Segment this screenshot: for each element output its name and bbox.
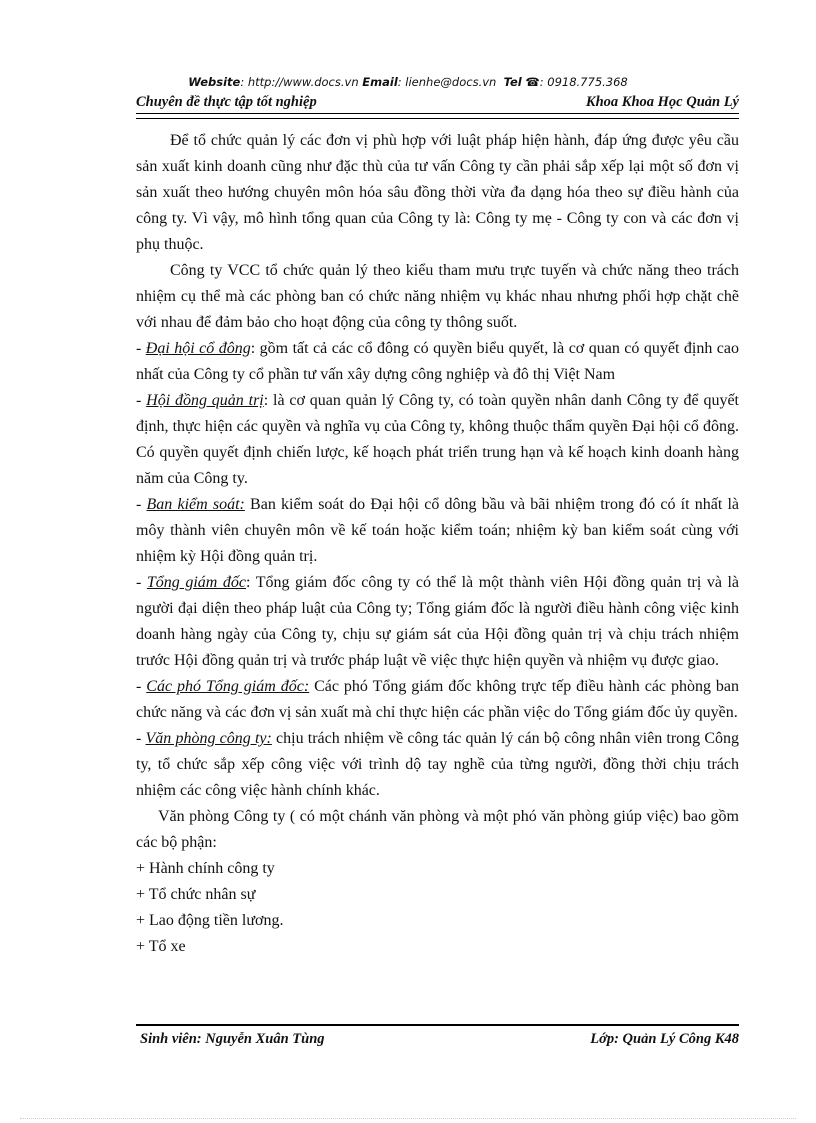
tel-number: : 0918.775.368: [539, 75, 628, 89]
header-right-title: Khoa Khoa Học Quản Lý: [585, 94, 739, 110]
item-dash: -: [136, 392, 147, 409]
item-term: Hội đồng quản trị: [146, 392, 264, 409]
paragraph-intro: Để tổ chức quản lý các đơn vị phù hợp với luật pháp hiện hành, đáp ứng được yêu cầu sản xuất kinh doanh cũng như đặc thù của tư vấn Công ty cần phải sắp xếp lại một số đơn vị sản xuất theo hướng chuyên môn hóa sâu đồng thời vừa đa dạng hóa theo sự điều hành của công ty. Vì vậy, mô hình tổng quan của Công ty là: Công ty mẹ - Công ty con và các đơn vị phụ thuộc.: [136, 132, 739, 253]
list-item-deputies: [136, 674, 739, 726]
phone-icon: ☎: [525, 75, 540, 89]
item-term: Các phó Tổng giám đốc:: [146, 678, 310, 695]
website-url: : http://www.docs.vn: [240, 75, 359, 89]
item-term: Tổng giám đốc: [146, 574, 246, 591]
item-dash: -: [136, 574, 147, 591]
paragraph-structure: Công ty VCC tổ chức quản lý theo kiểu tham mưu trực tuyến và chức năng theo trách nhiệm cụ thể mà các phòng ban có chức năng nhiệm vụ khác nhau nhưng phối hợp chặt chẽ với nhau để đảm bảo cho hoạt động của công ty thông suốt.: [136, 262, 739, 331]
list-item-shareholders: [136, 336, 739, 388]
page-header: [136, 94, 739, 114]
item-dash: -: [136, 678, 147, 695]
office-unit-item: + Tổ xe: [136, 938, 186, 955]
email-label: Email: [362, 75, 398, 89]
item-dash: -: [136, 340, 146, 357]
item-dash: -: [136, 496, 147, 513]
list-item-office: [136, 726, 739, 804]
item-text: Ban kiểm soát do Đại hội cổ dông bầu và bãi nhiệm trong đó có ít nhất là môy thành viên chuyên môn về kế toán hoặc kiểm toán; nhiệm kỳ ban kiểm soát cùng với nhiệm kỳ Hội đồng quản trị.: [136, 496, 739, 565]
tel-label: Tel: [503, 75, 522, 89]
page-edge-divider: [20, 1118, 796, 1119]
list-item-supervisory: [136, 492, 739, 570]
item-text: chịu trách nhiệm về công tác quản lý cán bộ công nhân viên trong Công ty, tổ chức sắp xếp công việc với trình dộ tay nghề của từng người, đồng thời chịu trách nhiệm các công việc hành chính khác.: [136, 730, 740, 799]
item-text: Các phó Tổng giám đốc không trực tếp điều hành các phòng ban chức năng và các đơn vị sản xuất mà chỉ thực hiện các phần việc do Tổng giám đốc ủy quyền.: [136, 678, 740, 721]
item-text: : là cơ quan quản lý Công ty, có toàn quyền nhân danh Công ty để quyết định, thực hiện các quyền và nghĩa vụ của Công ty, không thuộc thẩm quyền Đại hội cổ đông. Có quyền quyết định chiến lược, kế hoạch phát triển trung hạn và kế hoạch kinh doanh hàng năm của Công ty.: [136, 392, 740, 487]
footer-student: Sinh viên: Nguyễn Xuân Tùng: [140, 1031, 325, 1047]
email-address: : lienhe@docs.vn: [397, 75, 497, 89]
item-term: Đại hội cổ đông: [145, 340, 251, 357]
paragraph-office-units: Văn phòng Công ty ( có một chánh văn phòng và một phó văn phòng giúp việc) bao gồm các bộ phận:: [136, 808, 739, 851]
office-unit-item: + Hành chính công ty: [136, 860, 275, 877]
website-label: Website: [188, 75, 241, 89]
page-footer: [140, 1031, 739, 1048]
item-text: : Tổng giám đốc công ty có thể là một thành viên Hội đồng quản trị và là người đại diện theo pháp luật của Công ty; Tổng giám đốc là người điều hành công việc kinh doanh hàng ngày của Công ty, chịu sự giám sát của Hội đồng quản trị và chịu trách nhiệm trước Hội đồng quản trị và trước pháp luật về việc thực hiện quyền và nhiệm vụ được giao.: [136, 574, 740, 669]
office-unit-item: + Tổ chức nhân sự: [136, 886, 256, 903]
item-text: : gồm tất cả các cổ đông có quyền biểu quyết, là cơ quan có quyết định cao nhất của Công ty cổ phần tư vấn xây dựng công nghiệp và đô thị Việt Nam: [136, 340, 740, 383]
website-contact-line: [0, 75, 816, 89]
item-term: Ban kiểm soát:: [146, 496, 245, 513]
list-item-ceo: [136, 570, 739, 674]
footer-class: Lớp: Quản Lý Công K48: [590, 1031, 739, 1047]
footer-divider: [136, 1024, 739, 1026]
header-divider: [136, 118, 739, 119]
office-unit-item: + Lao động tiền lương.: [136, 912, 284, 929]
item-dash: -: [136, 730, 146, 747]
header-left-title: Chuyên đề thực tập tốt nghiệp: [136, 94, 317, 110]
list-item-board: [136, 388, 739, 492]
document-body: [136, 128, 739, 960]
item-term: Văn phòng công ty:: [145, 730, 272, 747]
